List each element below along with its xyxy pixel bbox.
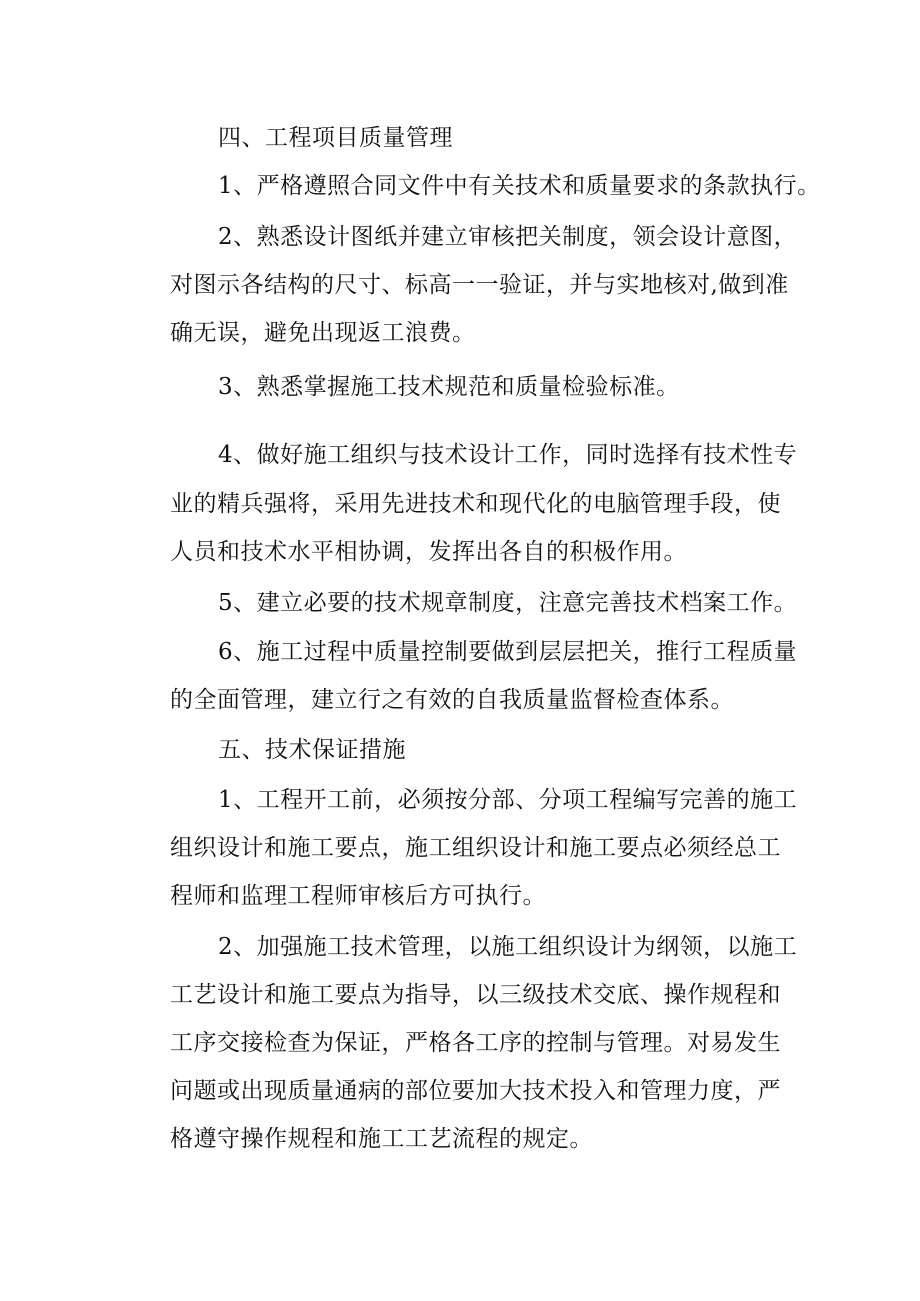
section-heading-quality-management: 四、工程项目质量管理 (218, 125, 453, 151)
paragraph-4-6-line-1: 6、施工过程中质量控制要做到层层把关，推行工程质量 (218, 639, 798, 665)
paragraph-4-3: 3、熟悉掌握施工技术规范和质量检验标准。 (218, 374, 680, 400)
paragraph-5-2-line-2: 工艺设计和施工要点为指导，以三级技术交底、操作规程和 (170, 982, 781, 1008)
paragraph-4-5: 5、建立必要的技术规章制度，注意完善技术档案工作。 (218, 590, 798, 616)
paragraph-4-6-line-2: 的全面管理，建立行之有效的自我质量监督检查体系。 (170, 687, 734, 713)
paragraph-5-2-line-5: 格遵守操作规程和施工工艺流程的规定。 (170, 1126, 593, 1152)
section-heading-technical-measures: 五、技术保证措施 (218, 737, 406, 763)
paragraph-5-1-line-1: 1、工程开工前，必须按分部、分项工程编写完善的施工 (218, 787, 798, 813)
paragraph-4-4-line-3: 人员和技术水平相协调，发挥出各自的积极作用。 (170, 539, 687, 565)
paragraph-4-4-line-1: 4、做好施工组织与技术设计工作，同时选择有技术性专 (218, 442, 798, 468)
paragraph-4-1: 1、严格遵照合同文件中有关技术和质量要求的条款执行。 (218, 173, 821, 199)
paragraph-4-4-line-2: 业的精兵强将，采用先进技术和现代化的电脑管理手段，使 (170, 491, 781, 517)
paragraph-5-2-line-1: 2、加强施工技术管理，以施工组织设计为纲领，以施工 (218, 934, 798, 960)
paragraph-5-2-line-4: 问题或出现质量通病的部位要加大技术投入和管理力度，严 (170, 1078, 781, 1104)
paragraph-5-1-line-2: 组织设计和施工要点，施工组织设计和施工要点必须经总工 (170, 835, 781, 861)
paragraph-4-2-line-3: 确无误，避免出现返工浪费。 (170, 320, 476, 346)
paragraph-5-2-line-3: 工序交接检查为保证，严格各工序的控制与管理。对易发生 (170, 1030, 781, 1056)
paragraph-5-1-line-3: 程师和监理工程师审核后方可执行。 (170, 883, 546, 909)
paragraph-4-2-line-1: 2、熟悉设计图纸并建立审核把关制度，领会设计意图， (218, 224, 798, 250)
paragraph-4-2-line-2: 对图示各结构的尺寸、标高一一验证，并与实地核对,做到准 (170, 272, 789, 298)
